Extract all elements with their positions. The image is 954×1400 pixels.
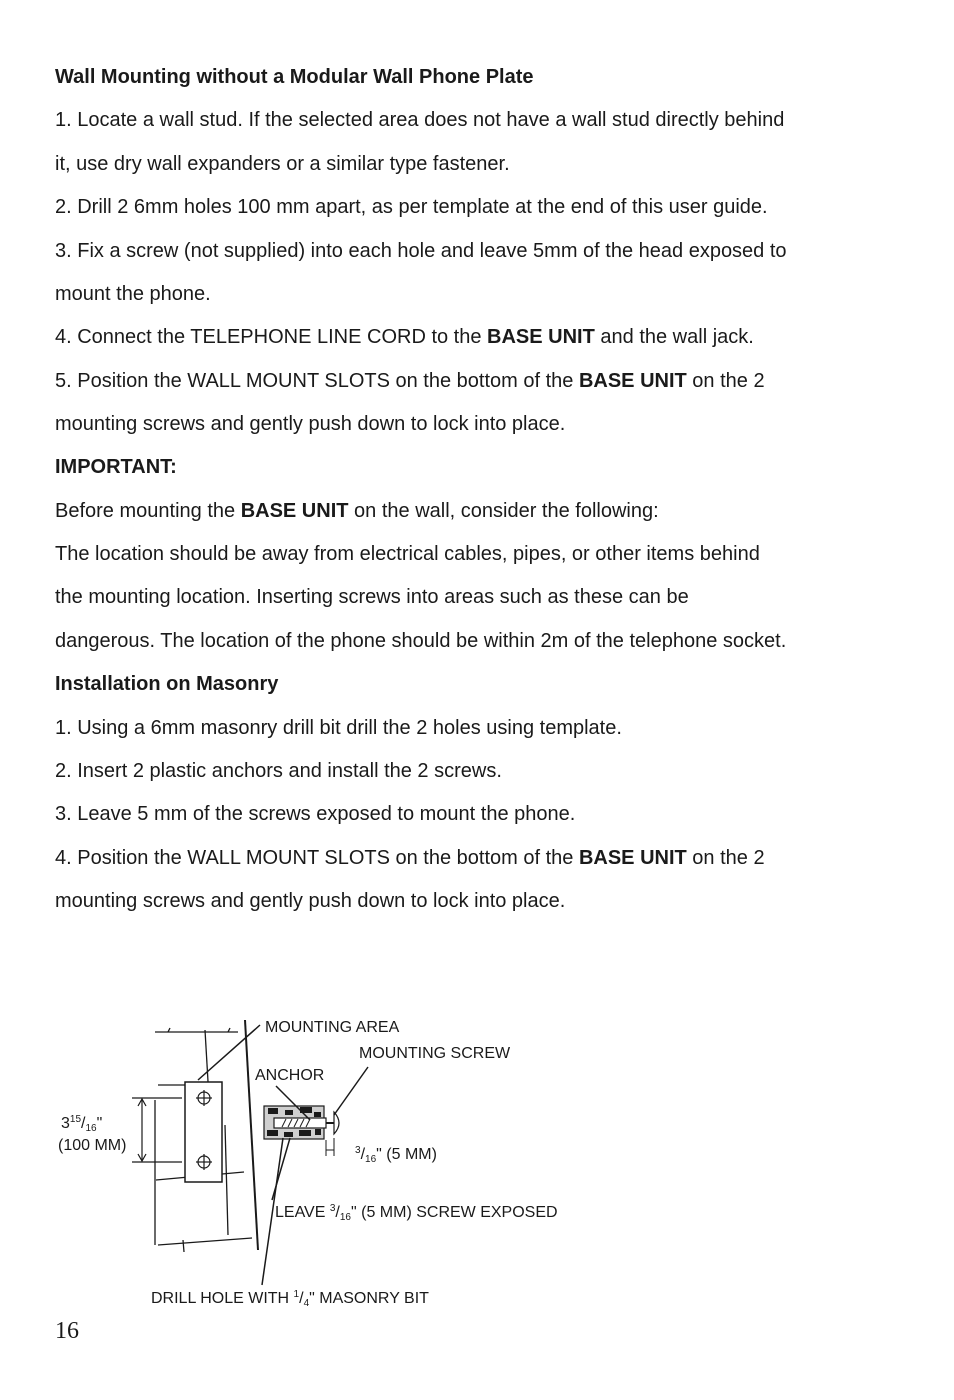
wall-step-4-text: 4. Connect the TELEPHONE LINE CORD to the xyxy=(55,326,488,348)
screw-denominator: 16 xyxy=(365,1154,377,1165)
anchor-cross-section xyxy=(264,1106,339,1156)
height-dimension-label xyxy=(61,1114,102,1134)
anchor-label: ANCHOR xyxy=(255,1067,325,1084)
masonry-step-4-text: 4. Position the WALL MOUNT SLOTS on the bottom of the xyxy=(55,847,579,869)
leave-denominator: 16 xyxy=(339,1212,351,1223)
masonry-step-1: 1. Using a 6mm masonry drill bit drill the 2 holes using template. xyxy=(55,717,622,739)
wall-step-1-line-1: 1. Locate a wall stud. If the selected area does not have a wall stud directly behind xyxy=(55,109,785,131)
wall-step-3-line-1: 3. Fix a screw (not supplied) into each hole and leave 5mm of the head exposed to xyxy=(55,240,787,262)
height-quote: " xyxy=(96,1115,103,1132)
leave-numerator: 3 xyxy=(329,1203,336,1214)
drill-text: DRILL HOLE WITH xyxy=(151,1290,294,1307)
important-line-2: the mounting location. Inserting screws into areas such as these can be xyxy=(55,586,689,608)
height-whole: 3 xyxy=(61,1115,70,1132)
wall-step-5-line-2: mounting screws and gently push down to lock into place. xyxy=(55,413,566,435)
height-dimension-arrow xyxy=(132,1098,182,1162)
wall-step-5-text: 5. Position the WALL MOUNT SLOTS on the bottom of the xyxy=(55,370,579,392)
wall-step-1-line-2: it, use dry wall expanders or a similar type fastener. xyxy=(55,153,510,175)
height-mm-label: (100 MM) xyxy=(58,1137,127,1154)
wall-step-2: 2. Drill 2 6mm holes 100 mm apart, as per template at the end of this user guide. xyxy=(55,196,768,218)
screw-slash: / xyxy=(360,1146,366,1163)
drill-denominator: 4 xyxy=(303,1298,310,1309)
mounting-screw-label: MOUNTING SCREW xyxy=(359,1045,511,1062)
screw-exposure-label xyxy=(355,1145,437,1165)
important-line-3: dangerous. The location of the phone should be within 2m of the telephone socket. xyxy=(55,630,787,652)
important-intro xyxy=(55,499,659,523)
drill-numerator: 1 xyxy=(293,1289,300,1300)
wall-step-3-line-2: mount the phone. xyxy=(55,283,211,305)
leave-text-end: " (5 MM) SCREW EXPOSED xyxy=(350,1204,558,1221)
masonry-step-4-line-1 xyxy=(55,846,765,870)
masonry-step-4-line-2: mounting screws and gently push down to lock into place. xyxy=(55,890,566,912)
leave-text: LEAVE xyxy=(275,1204,330,1221)
base-unit-term: BASE UNIT xyxy=(240,500,349,522)
leave-slash: / xyxy=(335,1204,340,1221)
wall-step-5-text-end: on the 2 xyxy=(686,370,765,392)
section-heading-wall-mounting: Wall Mounting without a Modular Wall Phone Plate xyxy=(55,66,534,88)
mounting-area-label: MOUNTING AREA xyxy=(265,1019,400,1036)
page-number: 16 xyxy=(55,1318,79,1344)
masonry-installation-diagram xyxy=(0,1000,954,1320)
important-intro-text: Before mounting the xyxy=(55,500,241,522)
wall-step-4 xyxy=(55,325,754,349)
masonry-step-4-text-end: on the 2 xyxy=(686,847,765,869)
screw-numerator: 3 xyxy=(355,1145,361,1156)
masonry-step-2: 2. Insert 2 plastic anchors and install the 2 screws. xyxy=(55,760,502,782)
important-intro-text-end: on the wall, consider the following: xyxy=(348,500,659,522)
drill-hole-label xyxy=(151,1289,429,1309)
drill-text-end: " MASONRY BIT xyxy=(309,1290,429,1307)
height-slash: / xyxy=(81,1115,86,1132)
height-numerator: 15 xyxy=(69,1114,82,1125)
base-unit-term: BASE UNIT xyxy=(578,370,687,392)
important-line-1: The location should be away from electrical cables, pipes, or other items behind xyxy=(55,543,760,565)
wall-edge-line xyxy=(245,1020,258,1250)
important-heading: IMPORTANT: xyxy=(55,456,177,478)
section-heading-masonry: Installation on Masonry xyxy=(55,673,279,695)
wall-step-4-text-end: and the wall jack. xyxy=(594,326,754,348)
screw-mm: " (5 MM) xyxy=(376,1146,437,1163)
masonry-step-3: 3. Leave 5 mm of the screws exposed to mount the phone. xyxy=(55,803,576,825)
base-unit-term: BASE UNIT xyxy=(487,326,595,348)
drill-slash: / xyxy=(299,1290,304,1307)
base-unit-term: BASE UNIT xyxy=(578,847,687,869)
wall-step-5-line-1 xyxy=(55,369,765,393)
height-denominator: 16 xyxy=(85,1123,97,1134)
leader-lines xyxy=(198,1025,368,1285)
leave-screw-exposed-label xyxy=(275,1203,558,1223)
